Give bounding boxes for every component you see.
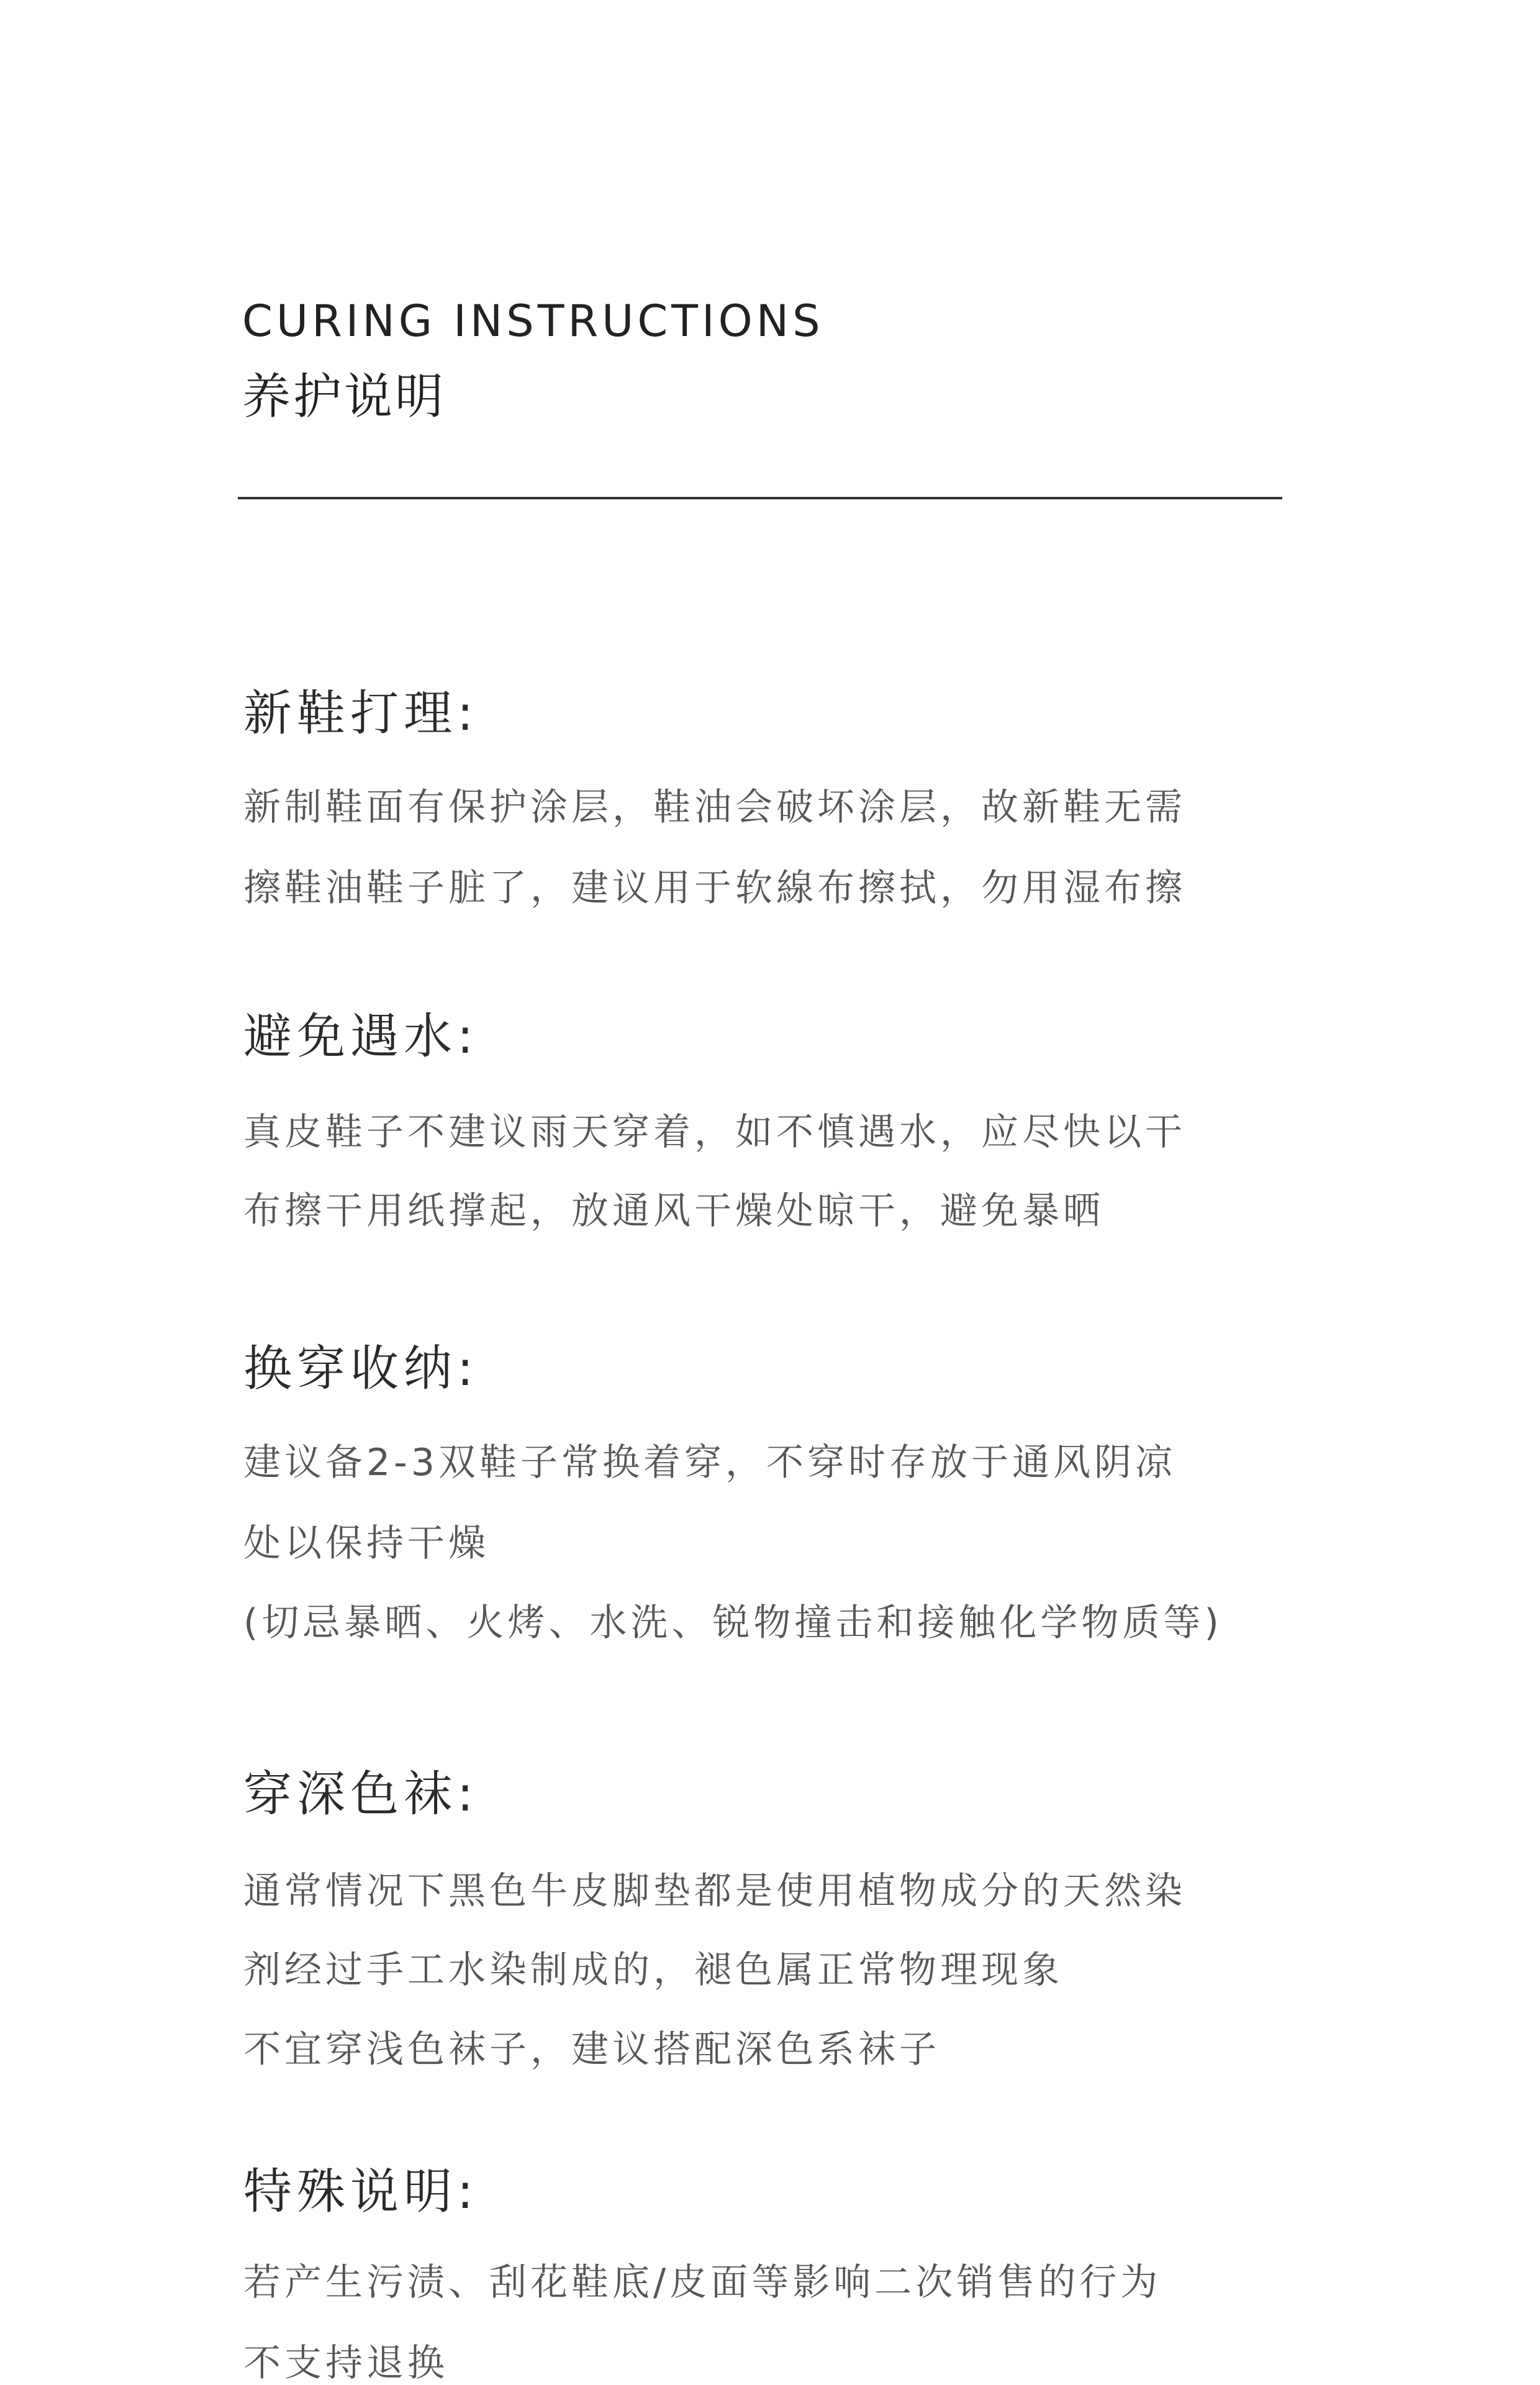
section-text-line: 新制鞋面有保护涂层，鞋油会破坏涂层，故新鞋无需 [243, 786, 1186, 829]
section-title: 避免遇水: [243, 1009, 479, 1065]
section-title: 换穿收纳: [243, 1341, 479, 1397]
section-avoid-water [243, 1009, 1423, 1233]
header-divider [238, 497, 1282, 499]
section-dark-socks [243, 1766, 1423, 2071]
section-rotation-storage [243, 1341, 1423, 1645]
section-new-shoe-care [243, 686, 1423, 910]
section-text-line: 若产生污渍、刮花鞋底/皮面等影响二次销售的行为 [243, 2261, 1162, 2304]
section-text-line: 通常情况下黑色牛皮脚垫都是使用植物成分的天然染 [243, 1869, 1186, 1913]
page-title-english: CURING INSTRUCTIONS [242, 296, 824, 347]
section-text-line: 不宜穿浅色袜子，建议搭配深色系袜子 [243, 2028, 940, 2071]
section-special-notes [243, 2164, 1423, 2385]
section-title: 穿深色袜: [243, 1766, 479, 1822]
section-text-line: 布擦干用纸撑起，放通风干燥处晾干，避免暴晒 [243, 1189, 1104, 1233]
section-title: 特殊说明: [243, 2164, 479, 2220]
section-text-line: 剂经过手工水染制成的，褪色属正常物理现象 [243, 1948, 1063, 1992]
section-text-line: 擦鞋油鞋子脏了，建议用于软線布擦拭，勿用湿布擦 [243, 866, 1186, 910]
section-text-line: (切忌暴晒、火烤、水洗、锐物撞击和接触化学物质等) [243, 1601, 1223, 1645]
section-title: 新鞋打理: [243, 686, 479, 742]
page-title-chinese: 养护说明 [242, 369, 446, 425]
section-text-line: 不支持退换 [243, 2342, 448, 2385]
section-text-line: 建议备2-3双鞋子常换着穿，不穿时存放于通风阴凉 [243, 1441, 1176, 1484]
section-text-line: 真皮鞋子不建议雨天穿着，如不慎遇水，应尽快以干 [243, 1111, 1186, 1154]
section-text-line: 处以保持干燥 [243, 1522, 489, 1565]
